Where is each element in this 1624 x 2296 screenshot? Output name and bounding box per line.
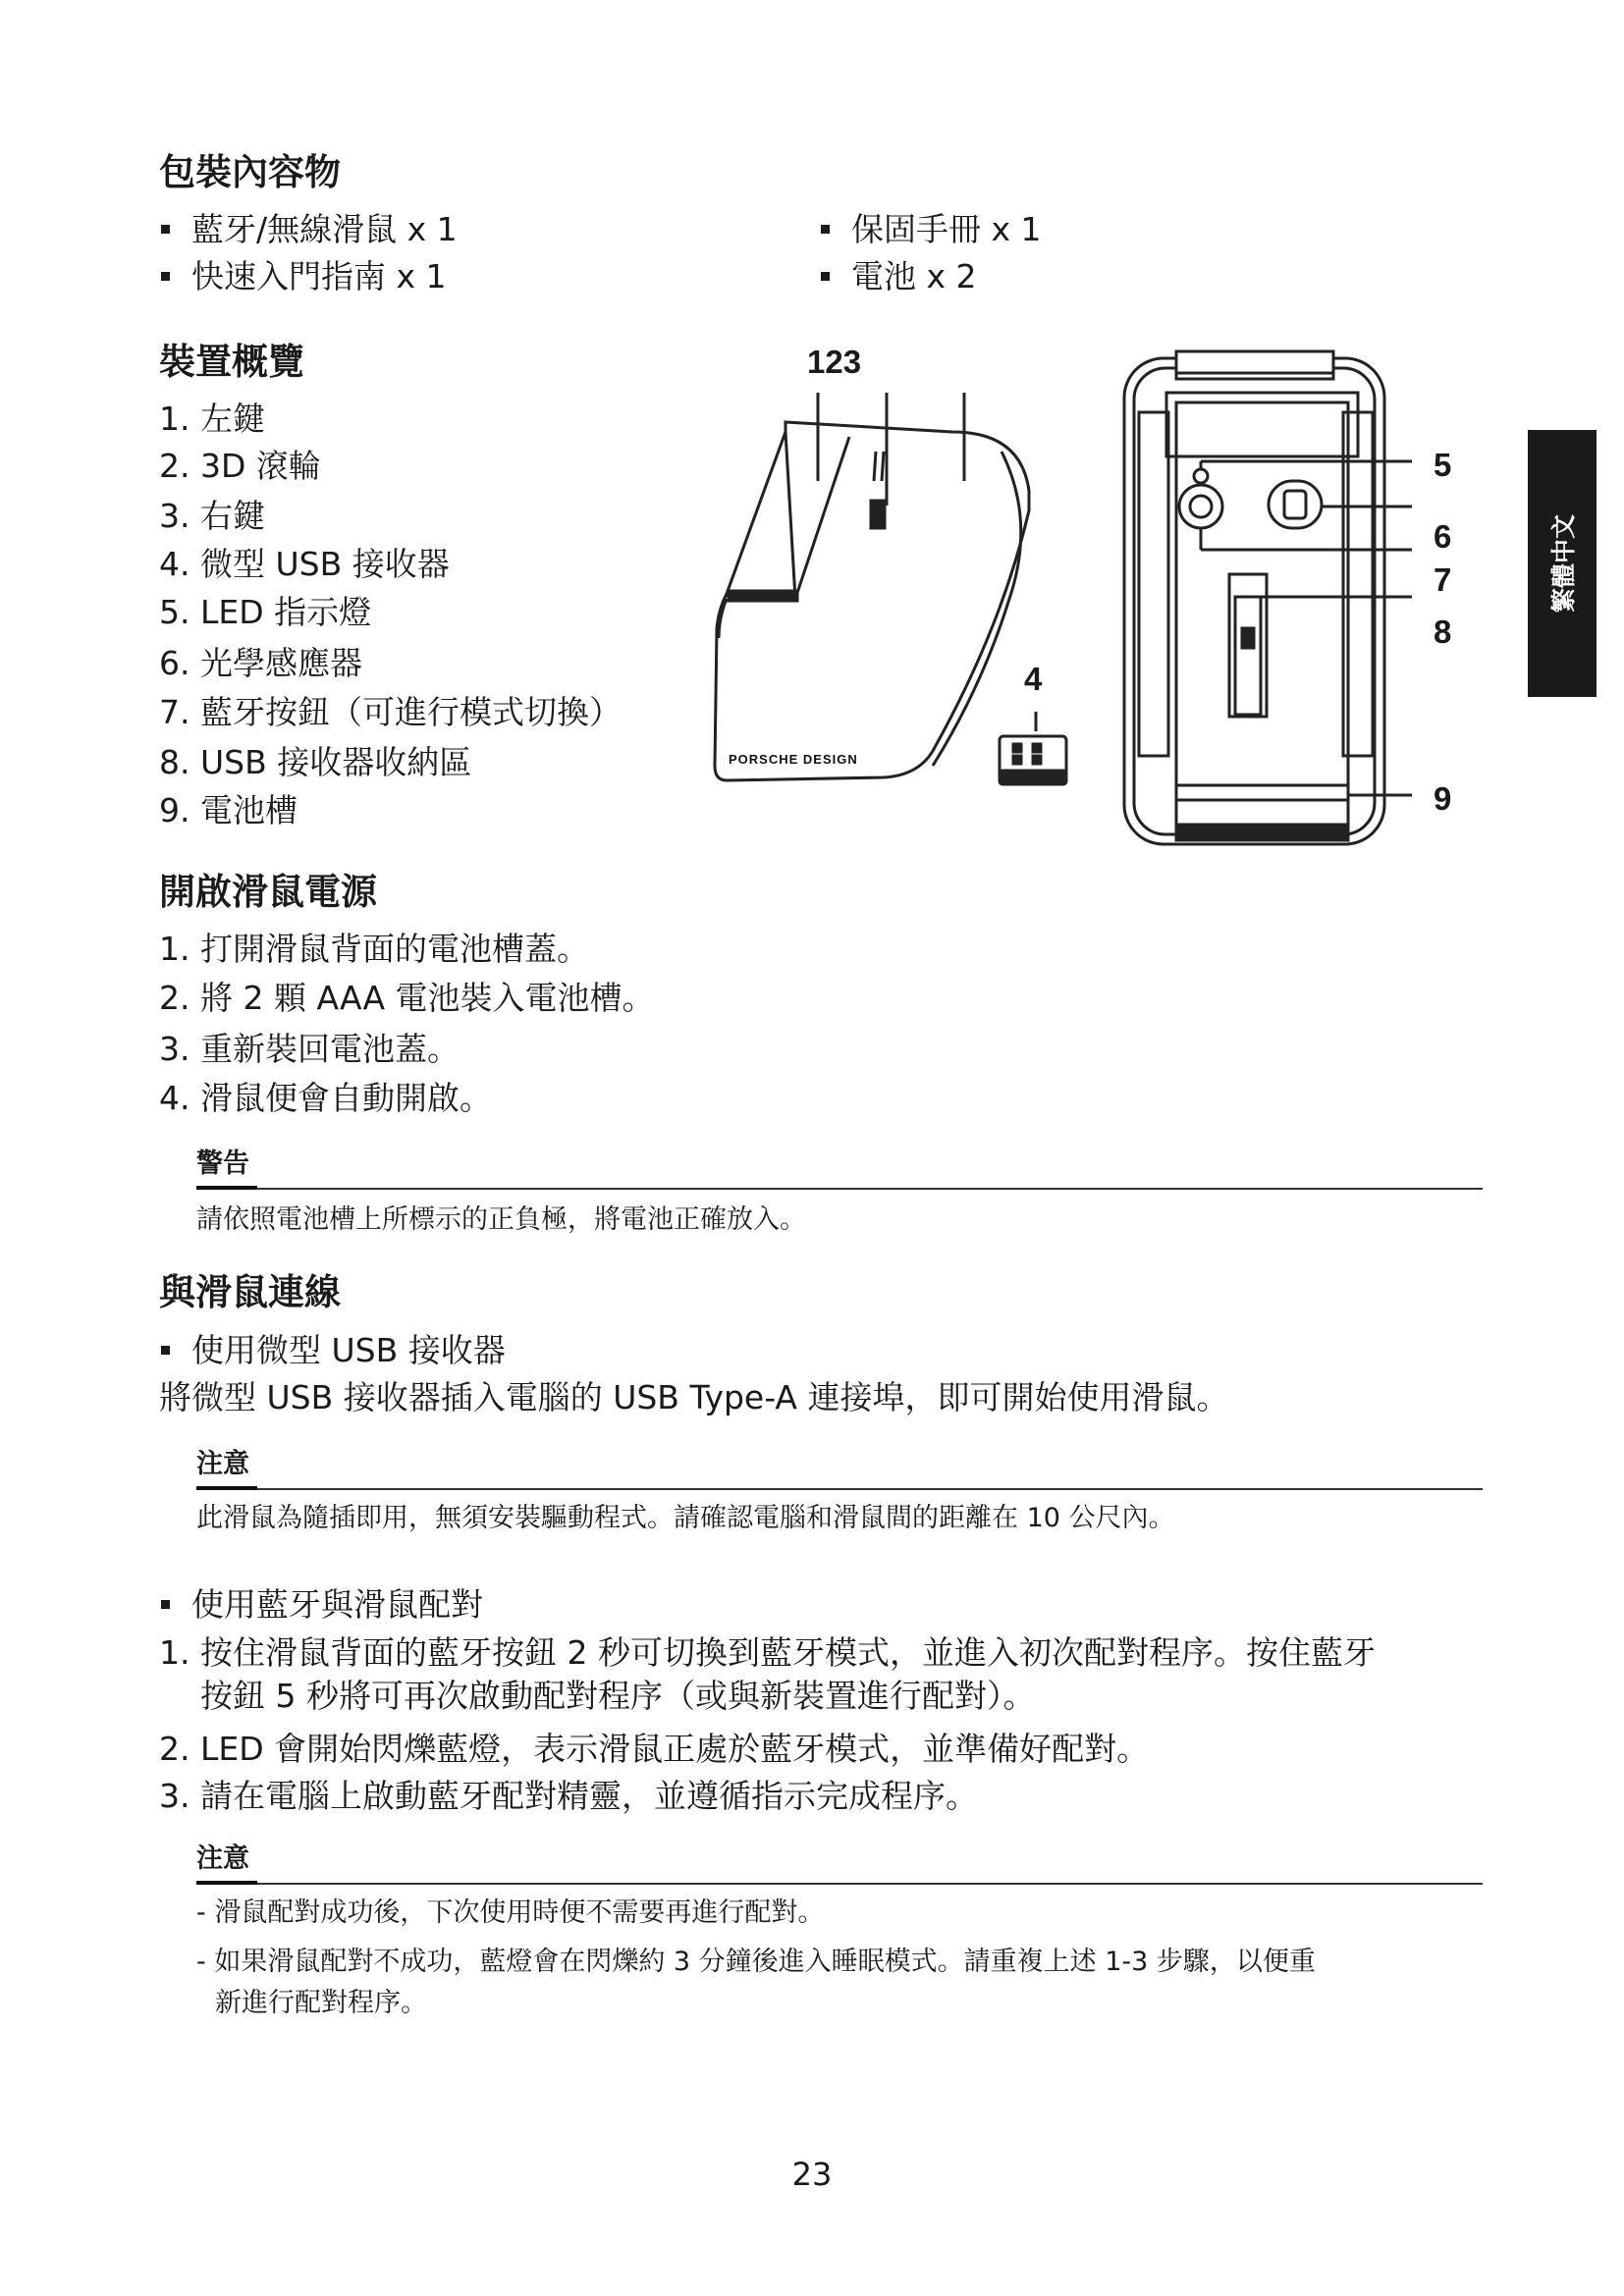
note-divider xyxy=(196,1883,1483,1885)
bluetooth-step: 3. 請在電腦上啟動藍牙配對精靈，並遵循指示完成程序。 xyxy=(159,1777,978,1815)
warning-text: 請依照電池槽上所標示的正負極，將電池正確放入。 xyxy=(196,1204,806,1235)
callout-9: 9 xyxy=(1434,780,1452,817)
package-item: 藍牙/無線滑鼠 x 1 xyxy=(191,208,458,251)
overview-item: 2. 3D 滾輪 xyxy=(159,447,321,485)
note-divider xyxy=(196,1488,1483,1490)
usb-text: 將微型 USB 接收器插入電腦的 USB Type-A 連接埠，即可開始使用滑鼠。 xyxy=(159,1378,1229,1416)
note-heading: 注意 xyxy=(196,1843,249,1874)
mouse-diagram xyxy=(707,334,1492,864)
usb-bullet: 使用微型 USB 接收器 xyxy=(191,1329,506,1372)
package-item: 快速入門指南 x 1 xyxy=(191,255,447,298)
package-item: 電池 x 2 xyxy=(851,255,977,298)
package-item: 保固手冊 x 1 xyxy=(851,208,1042,251)
power-step: 2. 將 2 顆 AAA 電池裝入電池槽。 xyxy=(159,979,655,1017)
callout-7: 7 xyxy=(1434,561,1452,598)
brand-mark: PORSCHE DESIGN xyxy=(729,752,858,767)
power-step: 3. 重新裝回電池蓋。 xyxy=(159,1030,460,1068)
bluetooth-step: 1. 按住滑鼠背面的藍牙按鈕 2 秒可切換到藍牙模式，並進入初次配對程序。按住藍牙 xyxy=(159,1633,1376,1672)
overview-item: 1. 左鍵 xyxy=(159,400,265,438)
connect-title: 與滑鼠連線 xyxy=(159,1271,341,1313)
power-step: 4. 滑鼠便會自動開啟。 xyxy=(159,1079,492,1117)
bluetooth-bullet: 使用藍牙與滑鼠配對 xyxy=(191,1583,483,1627)
callout-5: 5 xyxy=(1434,447,1452,483)
overview-item: 9. 電池槽 xyxy=(159,791,298,829)
bluetooth-step-cont: 按鈕 5 秒將可再次啟動配對程序（或與新裝置進行配對）。 xyxy=(200,1677,1036,1715)
note-item: - 滑鼠配對成功後，下次使用時便不需要再進行配對。 xyxy=(196,1897,825,1928)
overview-title: 裝置概覽 xyxy=(159,341,304,383)
language-tab: 繁體中文 xyxy=(1528,430,1597,697)
overview-item: 8. USB 接收器收納區 xyxy=(159,743,472,781)
overview-item: 3. 右鍵 xyxy=(159,497,265,535)
package-title: 包裝內容物 xyxy=(159,151,341,193)
warning-heading: 警告 xyxy=(196,1148,249,1179)
note-text: 此滑鼠為隨插即用，無須安裝驅動程式。請確認電腦和滑鼠間的距離在 10 公尺內。 xyxy=(196,1503,1175,1533)
power-step: 1. 打開滑鼠背面的電池槽蓋。 xyxy=(159,930,589,968)
power-title: 開啟滑鼠電源 xyxy=(159,871,377,913)
note-item: - 如果滑鼠配對不成功，藍燈會在閃爍約 3 分鐘後進入睡眠模式。請重複上述 1-3 步驟，以便重 xyxy=(196,1947,1316,1977)
callout-8: 8 xyxy=(1434,614,1452,650)
note-heading: 注意 xyxy=(196,1449,249,1479)
overview-item: 7. 藍牙按鈕（可進行模式切換） xyxy=(159,693,622,731)
note-item: 新進行配對程序。 xyxy=(215,1988,427,2018)
callout-4: 4 xyxy=(1024,661,1043,697)
overview-item: 5. LED 指示燈 xyxy=(159,593,372,631)
warning-divider xyxy=(196,1188,1483,1190)
callout-123: 123 xyxy=(807,344,862,380)
overview-item: 6. 光學感應器 xyxy=(159,644,362,682)
page-number: 23 xyxy=(791,2156,833,2193)
overview-item: 4. 微型 USB 接收器 xyxy=(159,545,450,583)
callout-6: 6 xyxy=(1434,518,1452,555)
bluetooth-step: 2. LED 會開始閃爍藍燈，表示滑鼠正處於藍牙模式，並準備好配對。 xyxy=(159,1730,1150,1768)
